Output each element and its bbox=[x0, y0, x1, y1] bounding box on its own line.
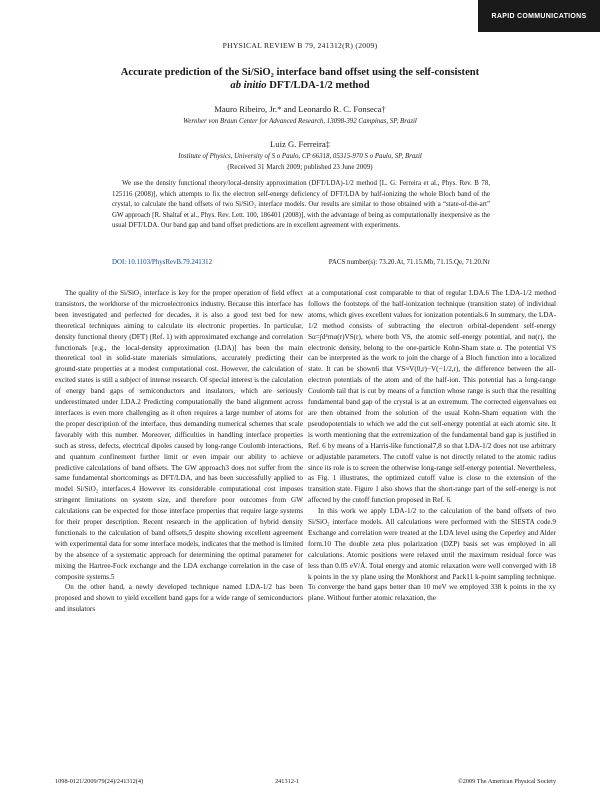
doi-pacs-line bbox=[112, 259, 490, 266]
authors-line-1: Mauro Ribeiro, Jr.* and Leonardo R. C. Fonseca† bbox=[214, 104, 386, 114]
received-dates: (Received 31 March 2009; published 23 June 2009) bbox=[227, 163, 373, 171]
left-column bbox=[55, 288, 303, 615]
footer-issn: 1098-0121/2009/79(24)/241312(4) bbox=[55, 778, 144, 785]
footer-copyright: ©2009 The American Physical Society bbox=[457, 778, 556, 785]
affiliation-1: Wernher von Braun Center for Advanced Research, 13098-392 Campinas, SP, Brazil bbox=[183, 118, 417, 125]
left-paragraph-1: The quality of the Si/SiO₂ interface is key for the proper operation of field effect transistors, the workhorse of the microelectronics industry. Because this interface has been investigated and perfected for decades, it is also a good test bed for new theoretical techniques aiming to calculate its electronic properties. In particular, density functional theory (DFT) (Ref. 1) with approximated exchange and correlation functionals [e.g., the local-density approximation (LDA)] has been the main theoretical tool in solid-state materials simulations, accurately predicting their ground-state properties at a modest computational cost. However, the calculation of excited states is still a subject of intense research. Of special interest is the calculation of energy band gaps of semiconductors and insulators, which are seriously underestimated under LDA.2 Predicting computationally the band alignment across interfaces is even more challenging as it often requires a large number of atoms for the proper description of the interface, thus demanding numerical schemes that scale favorably with this number. Moreover, difficulties in handling interface properties such as stress, defects, electrical dipoles caused by long-range Coulomb interactions, and quantum confinement further limit or even impair our ability to achieve predictive calculations of band offsets. The GW approach3 does not suffer from the same fundamental shortcomings as DFT/LDA, and has been successfully applied to model Si/SiO₂ interfaces.4 However its considerable computational cost imposes stringent limitations on system size, and therefore poor outcomes from GW calculations can be expected for those interface properties that require large systems for their proper description. Recent research in the application of hybrid density functionals to the calculation of band offsets,5 despite showing excellent agreement with experimental data for some interface models, indicates that the method is limited by the absence of a systematic approach for determining the optimal parameter for mixing the Hartree-Fock exchange and the LDA exchange correlation in the case of composite systems.5 bbox=[55, 289, 303, 581]
right-paragraph-2: In this work we apply LDA-1/2 to the calculation of the band offsets of two Si/SiO₂ interface models. All calculations were performed with the SIESTA code.9 Exchange and correlation were treated at the LDA level using the Ceperley and Alder form.10 The double zeta plus polarization (DZP) basis set was employed in all calculations. Atomic positions were relaxed until the maximum residual force was less than 0.05 eV/Å. Total energy and atomic relaxation were well converged with 18 k points in the xy plane using the Monkhorst and Pack11 k-point sampling technique. To converge the band gaps better than 10 meV we employed 338 k points in the xy plane. Without further atomic relaxation, the bbox=[308, 507, 556, 603]
footer-page-number: 241312-1 bbox=[275, 778, 300, 785]
authors-line-2: Luiz G. Ferreira‡ bbox=[270, 139, 330, 149]
right-paragraph-1: at a computational cost comparable to that of regular LDA.6 The LDA-1/2 method follows the footsteps of the half-ionization technique (transition state) of individual atoms, which gives excellent values for ionization potentials.6 In summary, the LDA-1/2 method consists of subtracting the electron orbital-dependent self-energy Sα=∫d³rnα(r)VS(r), where both VS, the atomic self-energy potential, and nα(r), the electronic density, belong to the one-particle Kohn-Sham state α. The potential VS can be interpreted as the work to join the charge of a Bloch function into a localized state. It can be shown6 that VS≈V(0,r)−V(−1/2,r), the difference between the all-electron potentials of the atom and of the half-ion. This potential has a long-range Coulomb tail that is cut by means of a function whose range is such that the resulting fundamental band gap of the crystal is at an extremum. The corrected eigenvalues eα are then obtained from the solution of the usual Kohn-Sham equation with the pseudopotentials to which we add the cut self-energy potential at each atomic site. It is worth mentioning that the extremization of the fundamental band gap is justified in Ref. 6 by means of a Harris-like functional7,8 so that LDA-1/2 does not use arbitrary or adjustable parameters. The cutoff value is not directly related to the atomic radius since its role is to screen the otherwise long-range self-energy potential. Nevertheless, as Fig. 1 illustrates, the optimized cutoff value is close to the extension of the transition state. Figure 1 also shows that the short-range part of the self-energy is not affected by the cutoff function proposed in Ref. 6. bbox=[308, 289, 556, 505]
abstract-text: We use the density functional theory/local-density approximation (DFT/LDA)-1/2 method [L. G. Ferreira et al., Phys. Rev. B 78, 125116 (2008)], which attempts to fix the electron self-energy deficiency of DFT/LDA by half-ionizing the whole Bloch band of the crystal, to calculate the band offsets of two Si/SiO₂ interface models. Our results are similar to those obtained with a “state-of-the-art” GW approach [R. Shaltaf et al., Phys. Rev. Lett. 100, 186401 (2008)], with the advantage of being as computationally inexpensive as the usual DFT/LDA. Our band gap and band offset predictions are in excellent agreement with experiments. bbox=[112, 180, 490, 229]
abstract bbox=[112, 179, 490, 232]
title-italic: ab initio bbox=[230, 80, 267, 91]
left-paragraph-2: On the other hand, a newly developed technique named LDA-1/2 has been proposed and shown to yield excellent band gaps for a wide range of semiconductors and insulators bbox=[55, 583, 303, 614]
title-line-1: Accurate prediction of the Si/SiO₂ interface band offset using the self-consistent bbox=[120, 67, 480, 78]
title-line-2 bbox=[80, 79, 520, 92]
title-rest: DFT/LDA-1/2 method bbox=[266, 80, 370, 91]
journal-header: PHYSICAL REVIEW B 79, 241312(R) (2009) bbox=[222, 41, 378, 50]
rapid-communications-badge: RAPID COMMUNICATIONS bbox=[478, 0, 600, 32]
right-column bbox=[308, 288, 556, 604]
pacs-numbers: PACS number(s): 73.20.At, 71.15.Mb, 71.15.Qe, 71.20.Nr bbox=[328, 259, 490, 266]
affiliation-2: Institute of Physics, University of S o Paulo, CP 66318, 05315-970 S o Paulo, SP, Brazil bbox=[178, 153, 422, 160]
paper-title bbox=[80, 66, 520, 92]
doi-link[interactable]: DOI: 10.1103/PhysRevB.79.241312 bbox=[112, 259, 213, 266]
